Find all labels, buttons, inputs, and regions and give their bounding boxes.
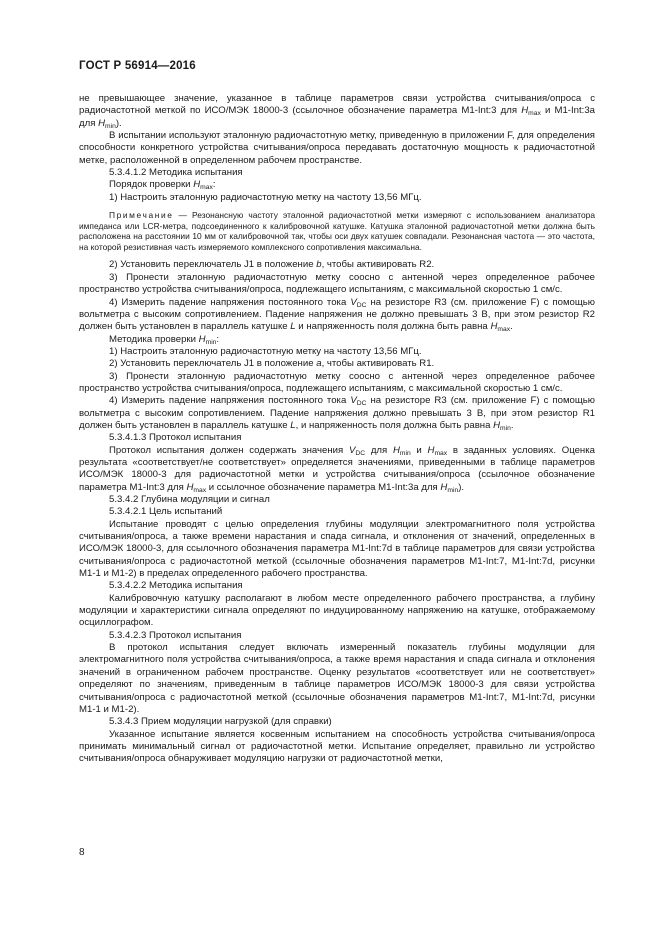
page-body xyxy=(79,93,595,766)
step-2-switch-a: 2) Установить переключатель J1 в положение a, чтобы активировать R1. xyxy=(109,358,435,370)
section-heading-5-3-4-3: 5.3.4.3 Прием модуляции нагрузкой (для справки) xyxy=(109,716,332,728)
paragraph-reference-tag: В испытании используют эталонную радиочастотную метку, приведенную в приложении F, для определения способности конкретного устройства считывания/опроса передавать достаточную мощность к радиочастотной метке, расположенной в определенном рабочем пространстве. xyxy=(79,130,595,166)
step-4-measure-voltage: 4) Измерить падение напряжения постоянного тока $V_{DC}$ на резисторе R3 (см. приложение F) с помощью вольтметра с высоким сопротивлением. Падение напряжения не должно превышать 3 В, при этом резистор R2 должен быть установлен в параллель катушке L и напряженность поля должна быть равна $H_{max}$. xyxy=(79,296,595,334)
section-heading-5-3-4-1-3: 5.3.4.1.3 Протокол испытания xyxy=(109,432,242,444)
step-3-move-tag: 3) Пронести эталонную радиочастотную метку соосно с антенной через определенное рабочее пространство устройства считывания/опроса, подлежащего испытаниям, с максимальной скоростью 1 см/с. xyxy=(79,271,595,296)
step-1-tune-tag-hmin: 1) Настроить эталонную радиочастотную метку на частоту 13,56 МГц. xyxy=(109,345,422,357)
step-1-tune-tag: 1) Настроить эталонную радиочастотную метку на частоту 13,56 МГц. xyxy=(109,191,422,203)
section-heading-5-3-4-2: 5.3.4.2 Глубина модуляции и сигнал xyxy=(109,494,270,505)
paragraph-modulation-report: В протокол испытания следует включать измеренный показатель глубины модуляции для электромагнитного поля устройства считывания/опроса, а также время нарастания и спада сигнала и отклонения значений в ограниченном рабочем пространстве. Оценку результатов «соответствует или не соответствует» определяют по значениям, приведенным в таблице параметров ИСО/МЭК 18000-3 для связи устройства считывания/опроса с радиочастотной меткой (ссылочные обозначения параметров M1-Int:7, M1-Int:7d, рисунки M1-1 и M1-2). xyxy=(79,642,595,715)
document-header: ГОСТ Р 56914—2016 xyxy=(79,60,196,72)
paragraph-test-report: Протокол испытания должен содержать значения $V_{DC}$ для $H_{min}$ и $H_{max}$ в заданных условиях. Оценка результата «соответствует/не соответствует» определяется значениями, приведенными в таблице параметров ИСО/МЭК 18000-3 для радиочастотной метки и устройства считывания/опроса (ссылочное обозначение параметра M1-Int:3 для $H_{max}$ и ссылочное обозначение параметра M1-Int:3a для $H_{min}$). xyxy=(79,444,595,494)
section-heading-5-3-4-2-2: 5.3.4.2.2 Методика испытания xyxy=(109,580,243,592)
step-2-switch-b: 2) Установить переключатель J1 в положение b, чтобы активировать R2. xyxy=(109,259,435,271)
section-heading-5-3-4-2-1: 5.3.4.2.1 Цель испытаний xyxy=(109,506,223,518)
note-resonant-frequency: Примечание — Резонансную частоту эталонной радиочастотной метки измеряют с использованием анализатора импеданса или LCR-метра, подсоединенного к калибровочной катушке. Катушка эталонной радиочастотной метки должна быть расположена на расстоянии 10 мм от калибровочной так, чтобы оси двух катушек совпадали. Резонансная частота — это частота, на которой резистивная часть измеряемого комплексного сопротивления максимальна. xyxy=(79,210,595,252)
note-label: Примечание xyxy=(109,210,174,221)
section-heading-5-3-4-1-2: 5.3.4.1.2 Методика испытания xyxy=(109,167,243,179)
step-3-move-tag-hmin: 3) Пронести эталонную радиочастотную метку соосно с антенной через определенное рабочее пространство устройства считывания/опроса, подлежащего испытаниям, с максимальной скоростью 1 см/с. xyxy=(79,370,595,394)
step-4-measure-voltage-hmin: 4) Измерить падение напряжения постоянного тока $V_{DC}$ на резисторе R3 (см. приложение F) с помощью вольтметра с высоким сопротивлением. Падение напряжения должно превышать 3 В, при этом резистор R1 должен быть установлен в параллель катушке L, и напряженность поля должна быть равна $H_{min}$. xyxy=(79,395,595,432)
paragraph-modulation-purpose: Испытание проводят с целью определения глубины модуляции электромагнитного поля устройства считывания/опроса, а также времени нарастания и спада сигнала, и отклонения от значений, определенных в ИСО/МЭК 18000-3, для ссылочного обозначения параметра M1-Int:7d в таблице параметров для связи устройства считывания/опроса с радиочастотной меткой (ссылочные обозначения параметров M1-Int:7, M1-Int:7d, рисунки M1-1 и M1-2) в пределах определенного рабочего пространства. xyxy=(79,518,595,580)
section-heading-5-3-4-2-3: 5.3.4.2.3 Протокол испытания xyxy=(109,629,242,641)
procedure-title-hmax: Порядок проверки $H_{max}$: xyxy=(109,179,216,192)
page-number: 8 xyxy=(79,847,85,858)
paragraph-field-limit: не превышающее значение, указанное в таблице параметров связи устройства считывания/опроса с радиочастотной меткой по ИСО/МЭК 18000-3 (ссылочное обозначение параметра M1-Int:3 для $H_{max}$ и M1-Int:3a для $H_{min}$). xyxy=(79,93,595,130)
procedure-title-hmin: Методика проверки $H_{min}$: xyxy=(109,333,220,346)
paragraph-calibration-coil: Калибровочную катушку располагают в любом месте определенного рабочего пространства, а глубину модуляции и характеристики сигнала определяют по индуцированному напряжению на катушке, отображаемому осциллографом. xyxy=(79,592,595,629)
paragraph-load-modulation: Указанное испытание является косвенным испытанием на способность устройства считывания/опроса принимать минимальный сигнал от радиочастотной метки. Испытание определяет, правильно ли устройство считывания/опроса обнаруживает модуляцию нагрузки от радиочастотной метки, xyxy=(79,728,595,765)
